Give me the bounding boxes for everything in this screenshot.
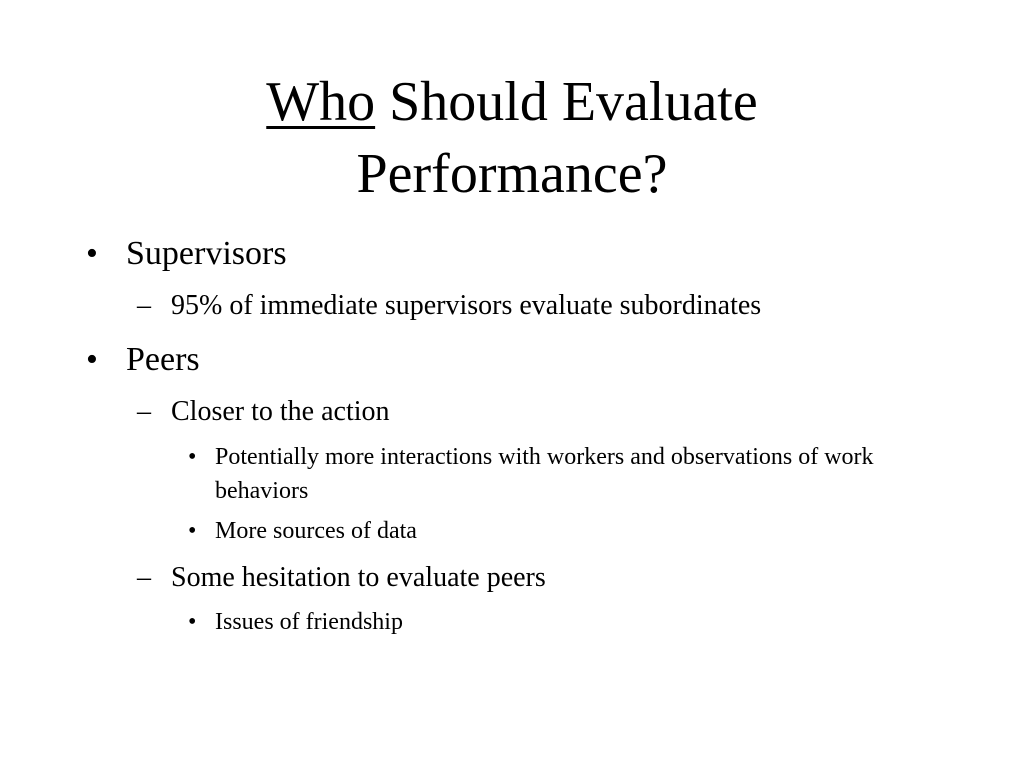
title-line2: Performance? <box>356 143 668 205</box>
dash-marker: – <box>137 290 151 321</box>
bullet-marker: • <box>188 609 197 635</box>
bullet-marker: • <box>86 235 98 272</box>
subbullet-text: Some hesitation to evaluate peers <box>171 562 546 593</box>
subbullet-text: 95% of immediate supervisors evaluate subordinates <box>171 290 762 321</box>
dash-marker: – <box>137 562 151 593</box>
bullet-text: Peers <box>126 341 200 378</box>
bullet-marker: • <box>188 518 197 544</box>
subsubbullet-text: Issues of friendship <box>215 609 403 635</box>
subbullet-text: Closer to the action <box>171 396 390 427</box>
title-line1-rest: Should Evaluate <box>375 71 758 133</box>
dash-marker: – <box>137 396 151 427</box>
subsubbullet-text: More sources of data <box>215 518 417 544</box>
bullet-marker: • <box>86 341 98 378</box>
subsubbullet-text: Potentially more interactions with workers and observations of work behaviors <box>215 444 874 504</box>
title-emphasis: Who <box>266 71 376 133</box>
bullet-marker: • <box>188 444 197 470</box>
bullet-text: Supervisors <box>126 235 287 272</box>
